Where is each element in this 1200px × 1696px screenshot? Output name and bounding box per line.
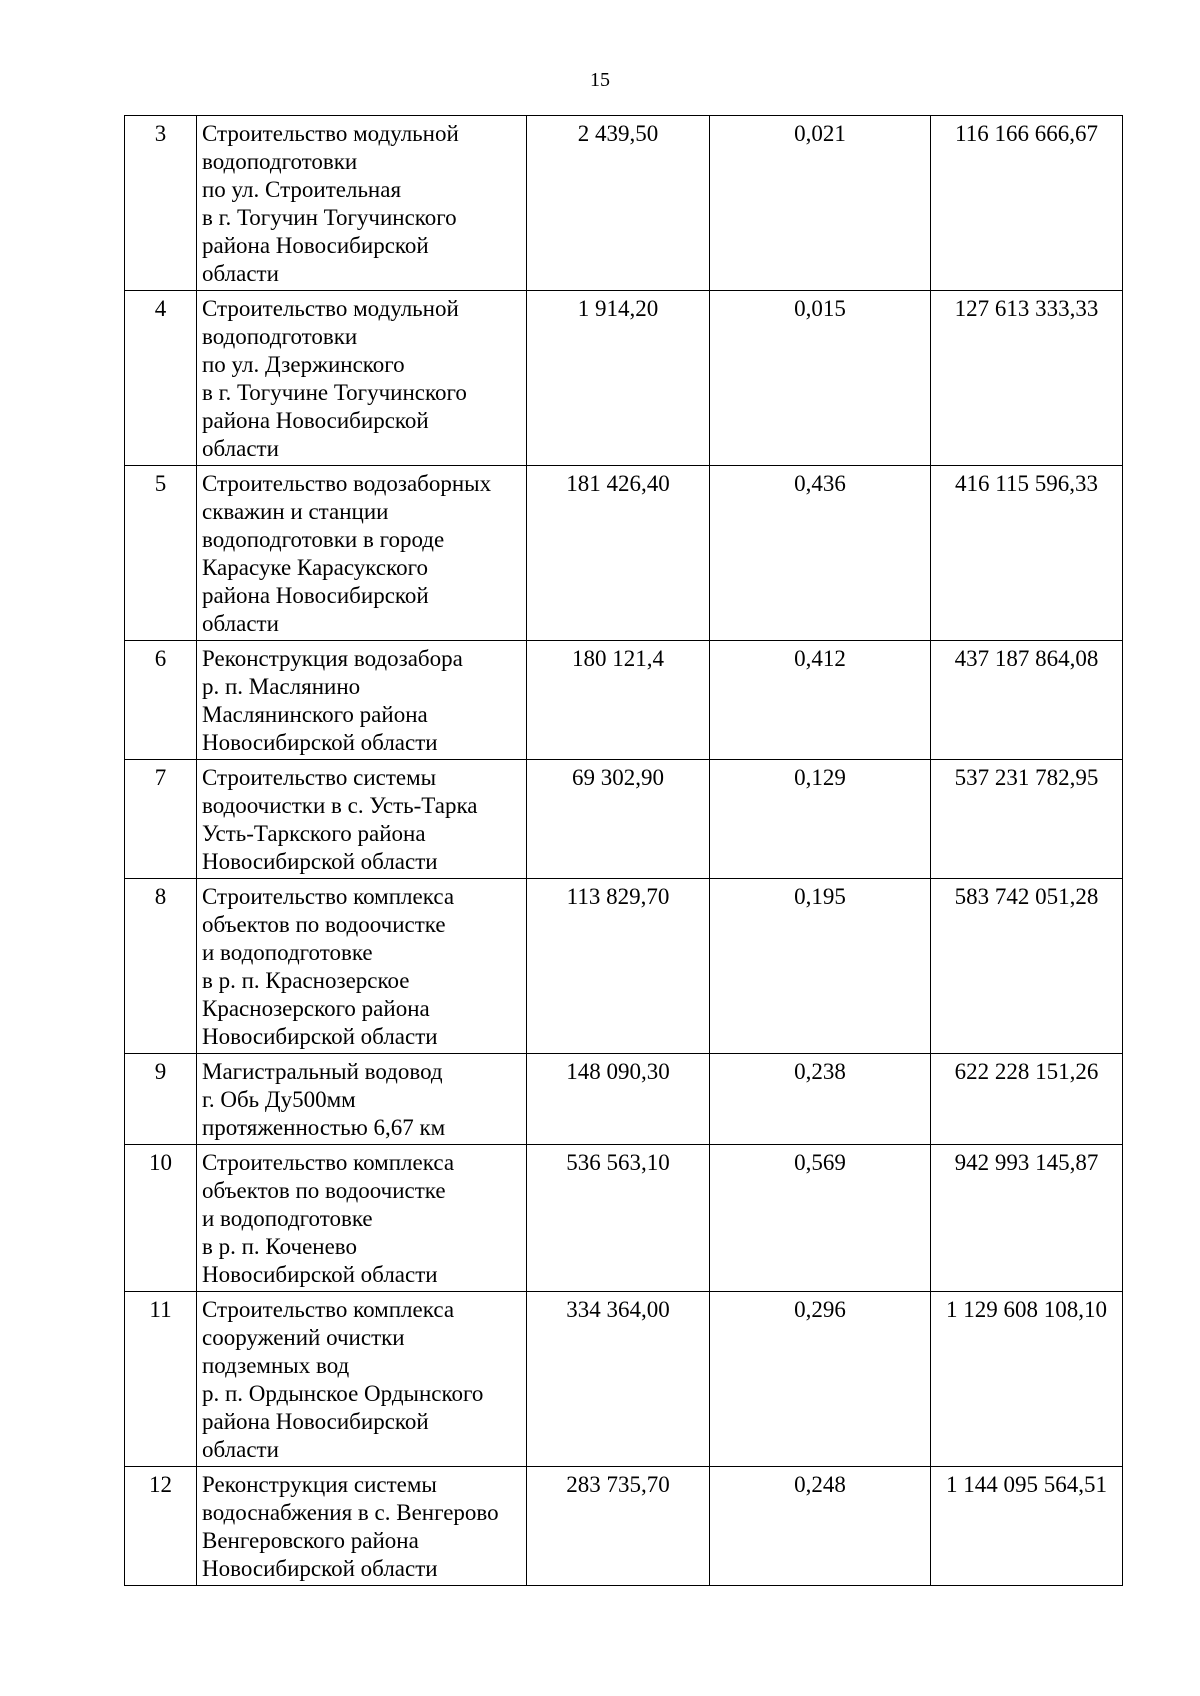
object-name-line: протяженностью 6,67 км [202,1115,446,1140]
object-name-line: р. п. Маслянино [202,674,361,699]
object-name-line: области [202,611,279,636]
value-cell-col4: 0,436 [710,466,931,641]
object-name-line: Магистральный водовод [202,1059,443,1084]
object-name-line: сооружений очистки [202,1325,405,1350]
object-name-line: Новосибирской области [202,849,438,874]
object-name-line: Реконструкция водозабора [202,646,463,671]
object-name-line: Строительство комплекса [202,884,455,909]
object-name-cell [197,760,527,879]
row-number-cell: 3 [125,116,197,291]
table-row [125,1145,1123,1292]
value-cell-col3: 113 829,70 [527,879,710,1054]
object-name-line: района Новосибирской [202,1409,429,1434]
value-cell-col3: 334 364,00 [527,1292,710,1467]
value-cell-col3: 180 121,4 [527,641,710,760]
value-cell-col3: 283 735,70 [527,1467,710,1586]
data-table [124,115,1123,1586]
value-cell-col4: 0,296 [710,1292,931,1467]
object-name-line: Новосибирской области [202,1262,438,1287]
object-name-line: объектов по водоочистке [202,912,446,937]
table-row [125,641,1123,760]
object-name-line: Краснозерского района [202,996,430,1021]
table-row [125,466,1123,641]
object-name-cell [197,291,527,466]
object-name-line: по ул. Строительная [202,177,402,202]
object-name-line: области [202,436,279,461]
object-name-cell [197,1145,527,1292]
object-name-line: и водоподготовке [202,1206,373,1231]
row-number-cell: 9 [125,1054,197,1145]
value-cell-col3: 2 439,50 [527,116,710,291]
object-name-line: района Новосибирской [202,233,429,258]
table-row [125,1467,1123,1586]
table-row [125,879,1123,1054]
object-name-line: области [202,261,279,286]
object-name-line: по ул. Дзержинского [202,352,405,377]
object-name-line: водоподготовки в городе [202,527,445,552]
value-cell-col4: 0,015 [710,291,931,466]
value-cell-col4: 0,238 [710,1054,931,1145]
object-name-line: г. Обь Ду500мм [202,1087,356,1112]
row-number-cell: 8 [125,879,197,1054]
value-cell-col5: 127 613 333,33 [931,291,1123,466]
object-name-line: Строительство водозаборных [202,471,492,496]
row-number-cell: 11 [125,1292,197,1467]
row-number-cell: 4 [125,291,197,466]
value-cell-col4: 0,195 [710,879,931,1054]
object-name-cell [197,641,527,760]
object-name-line: Строительство модульной [202,296,459,321]
table-row [125,291,1123,466]
object-name-cell [197,466,527,641]
object-name-line: водоснабжения в с. Венгерово [202,1500,499,1525]
value-cell-col4: 0,248 [710,1467,931,1586]
object-name-line: Новосибирской области [202,1024,438,1049]
object-name-line: р. п. Ордынское Ордынского [202,1381,484,1406]
object-name-line: в г. Тогучине Тогучинского [202,380,467,405]
object-name-line: Карасуке Карасукского [202,555,428,580]
table-row [125,1054,1123,1145]
value-cell-col5: 583 742 051,28 [931,879,1123,1054]
value-cell-col5: 437 187 864,08 [931,641,1123,760]
value-cell-col3: 1 914,20 [527,291,710,466]
object-name-line: Новосибирской области [202,1556,438,1581]
object-name-cell [197,1292,527,1467]
object-name-line: Строительство комплекса [202,1297,455,1322]
page-number: 15 [590,69,610,91]
object-name-line: Маслянинского района [202,702,428,727]
object-name-line: в р. п. Коченево [202,1234,358,1259]
object-name-cell [197,1467,527,1586]
value-cell-col3: 181 426,40 [527,466,710,641]
value-cell-col3: 69 302,90 [527,760,710,879]
object-name-line: в г. Тогучин Тогучинского [202,205,457,230]
value-cell-col5: 1 129 608 108,10 [931,1292,1123,1467]
value-cell-col4: 0,412 [710,641,931,760]
object-name-line: скважин и станции [202,499,389,524]
row-number-cell: 6 [125,641,197,760]
object-name-line: водоподготовки [202,149,358,174]
value-cell-col5: 622 228 151,26 [931,1054,1123,1145]
value-cell-col5: 942 993 145,87 [931,1145,1123,1292]
object-name-line: водоочистки в с. Усть-Тарка [202,793,478,818]
row-number-cell: 7 [125,760,197,879]
object-name-line: и водоподготовке [202,940,373,965]
value-cell-col4: 0,569 [710,1145,931,1292]
object-name-cell [197,1054,527,1145]
object-name-line: в р. п. Краснозерское [202,968,410,993]
row-number-cell: 5 [125,466,197,641]
object-name-line: объектов по водоочистке [202,1178,446,1203]
object-name-cell [197,116,527,291]
object-name-line: области [202,1437,279,1462]
object-name-cell [197,879,527,1054]
value-cell-col4: 0,129 [710,760,931,879]
value-cell-col3: 148 090,30 [527,1054,710,1145]
object-name-line: Строительство системы [202,765,437,790]
value-cell-col5: 416 115 596,33 [931,466,1123,641]
table-row [125,116,1123,291]
object-name-line: Венгеровского района [202,1528,419,1553]
object-name-line: Строительство модульной [202,121,459,146]
object-name-line: района Новосибирской [202,583,429,608]
object-name-line: подземных вод [202,1353,350,1378]
value-cell-col3: 536 563,10 [527,1145,710,1292]
object-name-line: района Новосибирской [202,408,429,433]
value-cell-col5: 116 166 666,67 [931,116,1123,291]
row-number-cell: 10 [125,1145,197,1292]
table-row [125,1292,1123,1467]
value-cell-col5: 537 231 782,95 [931,760,1123,879]
object-name-line: Усть-Таркского района [202,821,426,846]
object-name-line: водоподготовки [202,324,358,349]
table-row [125,760,1123,879]
value-cell-col4: 0,021 [710,116,931,291]
value-cell-col5: 1 144 095 564,51 [931,1467,1123,1586]
object-name-line: Строительство комплекса [202,1150,455,1175]
object-name-line: Реконструкция системы [202,1472,437,1497]
table-body [125,116,1123,1586]
row-number-cell: 12 [125,1467,197,1586]
object-name-line: Новосибирской области [202,730,438,755]
